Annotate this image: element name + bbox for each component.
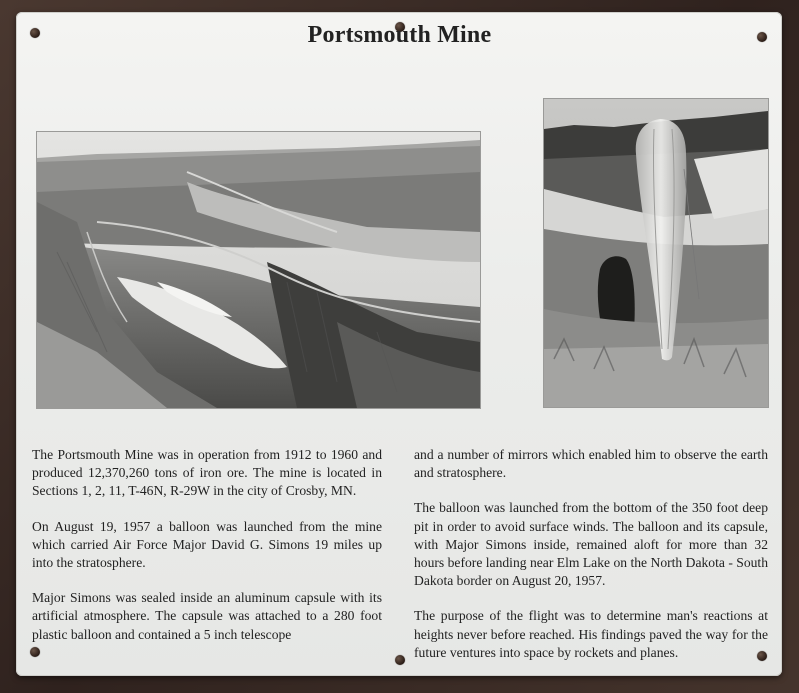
screw-bottom-center: [395, 655, 405, 665]
paragraph-mine-history: The Portsmouth Mine was in operation from 1912 to 1960 and produced 12,370,260 tons of iron ore. The mine is located in Sections 1, 2, 11, T-46N, R-29W in the city of Crosby, MN.: [32, 447, 382, 499]
open-pit-mine-photo: [36, 131, 481, 409]
paragraph-capsule: Major Simons was sealed inside an aluminum capsule with its artificial atmosphere. The capsule was attached to a 280 foot plastic balloon and contained a 5 inch telescope: [32, 590, 382, 642]
paragraph-mirrors: and a number of mirrors which enabled him to observe the earth and stratosphere.: [414, 447, 768, 481]
plaque-title: Portsmouth Mine: [307, 22, 492, 48]
balloon-launch-photo: [543, 98, 769, 408]
left-text-column: [32, 446, 382, 661]
paragraph-flight-details: The balloon was launched from the bottom of the 350 foot deep pit in order to avoid surface winds. The balloon and its capsule, with Major Simons inside, remained aloft for more than 32 hours before landing near Elm Lake on the North Dakota - South Dakota border on August 20, 1957.: [414, 500, 768, 589]
paragraph-balloon-launch: On August 19, 1957 a balloon was launched from the mine which carried Air Force Major David G. Simons 19 miles up into the stratosphere.: [32, 518, 382, 571]
right-text-column: [414, 446, 768, 679]
paragraph-purpose: The purpose of the flight was to determine man's reactions at heights never before reached. His findings paved the way for the future ventures into space by rockets and planes.: [414, 608, 768, 660]
